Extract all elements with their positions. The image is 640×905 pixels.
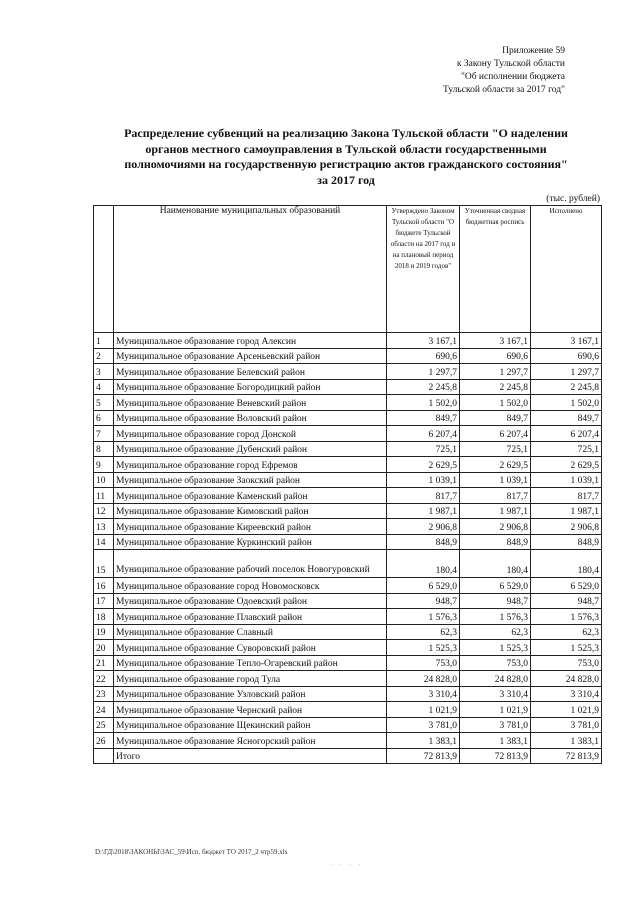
row-approved: 1 383,1 [387,733,460,749]
row-name: Муниципальное образование Заокский район [114,472,387,488]
table-header-row [94,206,602,333]
row-executed: 849,7 [531,410,602,426]
table-row [94,655,602,671]
table-row [94,410,602,426]
row-number: 24 [94,702,114,718]
row-number: 10 [94,472,114,488]
row-revised: 848,9 [460,534,531,550]
row-executed: 6 529,0 [531,578,602,594]
row-executed: 180,4 [531,550,602,578]
row-number: 5 [94,395,114,411]
row-revised: 3 167,1 [460,333,531,349]
row-name: Муниципальное образование город Ефремов [114,457,387,473]
row-executed: 2 906,8 [531,519,602,535]
row-approved: 3 310,4 [387,686,460,702]
row-revised: 1 021,9 [460,702,531,718]
appendix-line: "Об исполнении бюджета [460,72,565,82]
units-label: (тыс. рублей) [546,194,600,204]
row-name: Муниципальное образование Одоевский район [114,593,387,609]
row-executed: 2 629,5 [531,457,602,473]
row-name: Муниципальное образование Веневский район [114,395,387,411]
file-path-footer: D:\ГД\2018\ЗАКОНЫ\ЗАС_59\Исп. бюджет ТО 2017_2 чтр59.xls [95,848,288,856]
row-revised: 2 245,8 [460,379,531,395]
row-number: 21 [94,655,114,671]
appendix-line: Тульской области за 2017 год" [443,85,565,95]
total-approved: 72 813,9 [387,748,460,764]
subvention-table [93,205,602,764]
row-revised: 180,4 [460,550,531,578]
table-row [94,578,602,594]
table-row [94,503,602,519]
row-number: 23 [94,686,114,702]
row-number: 22 [94,671,114,687]
row-executed: 1 525,3 [531,640,602,656]
row-revised: 2 629,5 [460,457,531,473]
row-revised: 6 529,0 [460,578,531,594]
scan-specks: · · · · [330,862,364,868]
row-revised: 2 906,8 [460,519,531,535]
document-title [105,126,587,188]
row-executed: 3 167,1 [531,333,602,349]
row-executed: 3 310,4 [531,686,602,702]
row-approved: 1 987,1 [387,503,460,519]
row-approved: 6 207,4 [387,426,460,442]
row-executed: 3 781,0 [531,717,602,733]
row-approved: 1 576,3 [387,609,460,625]
row-approved: 2 245,8 [387,379,460,395]
row-revised: 1 297,7 [460,364,531,380]
total-executed: 72 813,9 [531,748,602,764]
row-executed: 753,0 [531,655,602,671]
table-row [94,333,602,349]
row-executed: 848,9 [531,534,602,550]
row-executed: 1 021,9 [531,702,602,718]
table-row [94,426,602,442]
row-executed: 690,6 [531,348,602,364]
row-revised: 753,0 [460,655,531,671]
table-row [94,640,602,656]
table-row [94,395,602,411]
row-approved: 6 529,0 [387,578,460,594]
table-row [94,624,602,640]
row-approved: 725,1 [387,441,460,457]
row-revised: 24 828,0 [460,671,531,687]
table-row [94,472,602,488]
row-number: 3 [94,364,114,380]
row-executed: 1 987,1 [531,503,602,519]
row-executed: 24 828,0 [531,671,602,687]
row-number: 15 [94,550,114,578]
row-revised: 1 039,1 [460,472,531,488]
row-name: Муниципальное образование Узловский район [114,686,387,702]
row-name: Муниципальное образование город Тула [114,671,387,687]
row-number: 2 [94,348,114,364]
row-executed: 2 245,8 [531,379,602,395]
row-name: Муниципальное образование город Донской [114,426,387,442]
row-revised: 3 781,0 [460,717,531,733]
row-approved: 1 297,7 [387,364,460,380]
row-name: Муниципальное образование Тепло-Огаревский район [114,655,387,671]
table-row [94,671,602,687]
row-number: 11 [94,488,114,504]
row-revised: 1 576,3 [460,609,531,625]
row-name: Муниципальное образование рабочий поселок Новогуровский [114,550,387,578]
row-approved: 3 781,0 [387,717,460,733]
table-row [94,519,602,535]
row-approved: 1 525,3 [387,640,460,656]
total-revised: 72 813,9 [460,748,531,764]
row-name: Муниципальное образование Арсеньевский район [114,348,387,364]
row-name: Муниципальное образование Кимовский район [114,503,387,519]
row-name: Муниципальное образование Куркинский район [114,534,387,550]
row-name: Муниципальное образование Киреевский район [114,519,387,535]
total-row [94,748,602,764]
row-number: 26 [94,733,114,749]
row-executed: 817,7 [531,488,602,504]
row-number: 25 [94,717,114,733]
table-row [94,534,602,550]
row-executed: 1 383,1 [531,733,602,749]
row-revised: 62,3 [460,624,531,640]
row-name: Муниципальное образование Щекинский район [114,717,387,733]
row-number: 17 [94,593,114,609]
row-revised: 725,1 [460,441,531,457]
row-number: 20 [94,640,114,656]
row-name: Муниципальное образование Ясногорский район [114,733,387,749]
row-approved: 849,7 [387,410,460,426]
table-row [94,550,602,578]
row-revised: 817,7 [460,488,531,504]
row-executed: 1 297,7 [531,364,602,380]
row-approved: 180,4 [387,550,460,578]
row-executed: 1 502,0 [531,395,602,411]
row-revised: 1 383,1 [460,733,531,749]
row-approved: 1 039,1 [387,472,460,488]
row-executed: 948,7 [531,593,602,609]
row-number: 18 [94,609,114,625]
row-name: Муниципальное образование Суворовский район [114,640,387,656]
row-revised: 1 525,3 [460,640,531,656]
row-executed: 6 207,4 [531,426,602,442]
table-row [94,686,602,702]
table-row [94,488,602,504]
row-approved: 2 629,5 [387,457,460,473]
table-row [94,441,602,457]
row-revised: 1 987,1 [460,503,531,519]
row-number: 13 [94,519,114,535]
row-name: Муниципальное образование Чернский район [114,702,387,718]
header-revised: Уточненная сводная бюджетная роспись [460,206,531,333]
table-row [94,733,602,749]
row-revised: 1 502,0 [460,395,531,411]
appendix-block [340,45,565,97]
row-approved: 848,9 [387,534,460,550]
table-row [94,348,602,364]
row-name: Муниципальное образование Дубенский район [114,441,387,457]
row-approved: 2 906,8 [387,519,460,535]
row-name: Муниципальное образование Богородицкий район [114,379,387,395]
total-label: Итого [114,748,387,764]
row-approved: 690,6 [387,348,460,364]
row-number: 16 [94,578,114,594]
row-number: 1 [94,333,114,349]
row-number: 8 [94,441,114,457]
row-name: Муниципальное образование город Алексин [114,333,387,349]
title-line: за 2017 год [317,172,375,187]
header-executed: Исполнено [531,206,602,333]
row-executed: 62,3 [531,624,602,640]
appendix-line: Приложение 59 [502,46,565,56]
row-revised: 3 310,4 [460,686,531,702]
total-num [94,748,114,764]
table-row [94,364,602,380]
appendix-line: к Закону Тульской области [456,59,565,69]
row-executed: 725,1 [531,441,602,457]
row-approved: 817,7 [387,488,460,504]
header-approved: Утверждено Законом Тульской области "О бюджете Тульской области на 2017 год и на плановый период 2018 и 2019 годов" [387,206,460,333]
row-revised: 6 207,4 [460,426,531,442]
row-executed: 1 576,3 [531,609,602,625]
row-number: 6 [94,410,114,426]
row-number: 12 [94,503,114,519]
row-revised: 690,6 [460,348,531,364]
table-row [94,717,602,733]
table-row [94,593,602,609]
row-approved: 1 021,9 [387,702,460,718]
title-line: полномочиями на государственную регистрацию актов гражданского состояния" [124,157,568,171]
row-approved: 24 828,0 [387,671,460,687]
row-revised: 849,7 [460,410,531,426]
row-name: Муниципальное образование Воловский район [114,410,387,426]
row-executed: 1 039,1 [531,472,602,488]
row-number: 7 [94,426,114,442]
row-approved: 948,7 [387,593,460,609]
title-line: Распределение субвенций на реализацию Закона Тульской области "О наделении [124,126,568,140]
row-approved: 1 502,0 [387,395,460,411]
table-row [94,702,602,718]
row-name: Муниципальное образование город Новомосковск [114,578,387,594]
row-name: Муниципальное образование Белевский район [114,364,387,380]
row-number: 19 [94,624,114,640]
row-name: Муниципальное образование Каменский район [114,488,387,504]
header-num [94,206,114,333]
table-row [94,609,602,625]
title-line: органов местного самоуправления в Тульской области государственными [145,141,547,156]
row-name: Муниципальное образование Славный [114,624,387,640]
row-approved: 753,0 [387,655,460,671]
row-name: Муниципальное образование Плавский район [114,609,387,625]
header-name: Наименование муниципальных образований [114,206,387,333]
row-number: 4 [94,379,114,395]
row-revised: 948,7 [460,593,531,609]
table-row [94,457,602,473]
row-approved: 62,3 [387,624,460,640]
row-approved: 3 167,1 [387,333,460,349]
row-number: 9 [94,457,114,473]
row-number: 14 [94,534,114,550]
table-row [94,379,602,395]
